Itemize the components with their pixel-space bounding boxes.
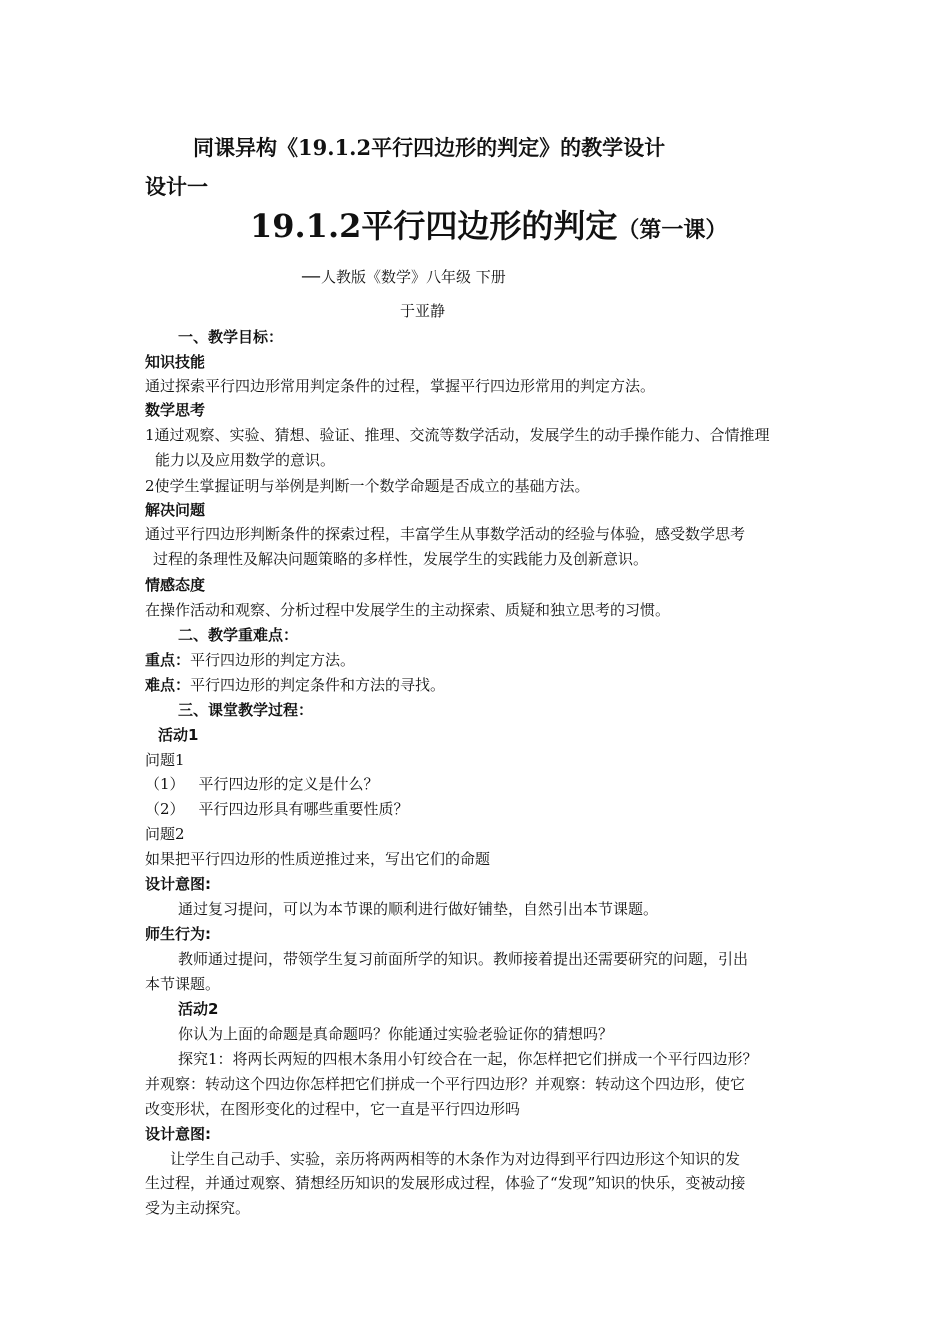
question-1-item-1-number: （1） <box>145 775 185 793</box>
explore-1-text-b: 并观察：转动这个四边你怎样把它们拼成一个平行四边形？并观察：转动这个四边形，使它 <box>145 1075 746 1093</box>
section-heading-key-points: 二、教学重难点： <box>178 626 299 644</box>
question-1-item-2 <box>145 799 409 819</box>
difficulty-line <box>145 675 445 695</box>
key-point-line <box>145 650 355 670</box>
question-1-item-1-text: 平行四边形的定义是什么？ <box>198 775 379 793</box>
teacher-student-text-a: 教师通过提问，带领学生复习前面所学的知识。教师接着提出还需要研究的问题，引出 <box>178 950 749 968</box>
design-intent-heading-1: 设计意图: <box>145 875 211 893</box>
activity-2-question: 你认为上面的命题是真命题吗？你能通过实验老验证你的猜想吗？ <box>178 1025 614 1043</box>
difficulty-text: 平行四边形的判定条件和方法的寻找。 <box>190 676 446 694</box>
question-1-item-1 <box>145 774 379 794</box>
teacher-student-text-b: 本节课题。 <box>145 975 221 993</box>
document-header-title: 同课异构《19.1.2平行四边形的判定》的教学设计 <box>193 135 666 160</box>
difficulty-label: 难点： <box>145 676 191 694</box>
paragraph-thinking-1b: 能力以及应用数学的意识。 <box>155 451 336 469</box>
lesson-title-text: 19.1.2平行四边形的判定 <box>250 207 618 245</box>
teacher-student-heading: 师生行为: <box>145 925 211 943</box>
subheading-knowledge: 知识技能 <box>145 353 206 371</box>
question-1-label: 问题1 <box>145 751 185 769</box>
paragraph-thinking-2: 2使学生掌握证明与举例是判断一个数学命题是否成立的基础方法。 <box>145 477 590 495</box>
paragraph-problem-b: 过程的条理性及解决问题策略的多样性，发展学生的实践能力及创新意识。 <box>153 550 649 568</box>
paragraph-thinking-1a: 1通过观察、实验、猜想、验证、推理、交流等数学活动，发展学生的动手操作能力、合情推理 <box>145 426 770 444</box>
section-heading-process: 三、课堂教学过程： <box>178 701 314 719</box>
section-heading-objectives: 一、教学目标： <box>178 328 284 346</box>
explore-1-text-a: 探究1：将两长两短的四根木条用小钉绞合在一起，你怎样把它们拼成一个平行四边形？ <box>178 1050 758 1068</box>
paragraph-knowledge: 通过探索平行四边形常用判定条件的过程，掌握平行四边形常用的判定方法。 <box>145 377 656 395</box>
design-intent-text-1: 通过复习提问，可以为本节课的顺利进行做好铺垫，自然引出本节课题。 <box>178 900 659 918</box>
activity-2-heading: 活动2 <box>178 1000 219 1018</box>
question-2-label: 问题2 <box>145 825 185 843</box>
subtitle-dash: — <box>301 263 321 287</box>
author-name: 于亚静 <box>400 302 446 320</box>
lesson-title <box>250 206 727 250</box>
subheading-emotion: 情感态度 <box>145 576 206 594</box>
lesson-title-suffix: （第一课） <box>617 217 728 243</box>
key-point-label: 重点： <box>145 651 191 669</box>
question-1-item-2-text: 平行四边形具有哪些重要性质？ <box>198 800 409 818</box>
paragraph-problem-a: 通过平行四边形判断条件的探索过程，丰富学生从事数学活动的经验与体验，感受数学思考 <box>145 525 746 543</box>
explore-1-text-c: 改变形状，在图形变化的过程中，它一直是平行四边形吗 <box>145 1100 521 1118</box>
design-intent-text-2a: 让学生自己动手、实验，亲历将两两相等的木条作为对边得到平行四边形这个知识的发 <box>170 1150 741 1168</box>
subtitle-text: 人教版《数学》八年级 下册 <box>321 268 506 286</box>
paragraph-emotion: 在操作活动和观察、分析过程中发展学生的主动探索、质疑和独立思考的习惯。 <box>145 601 671 619</box>
design-intent-heading-2: 设计意图: <box>145 1125 211 1143</box>
design-label: 设计一 <box>145 174 208 199</box>
subheading-thinking: 数学思考 <box>145 401 206 419</box>
question-2-text: 如果把平行四边形的性质逆推过来，写出它们的命题 <box>145 850 491 868</box>
design-intent-text-2b: 生过程，并通过观察、猜想经历知识的发展形成过程，体验了“发现”知识的快乐，变被动接 <box>145 1174 746 1192</box>
subtitle-line <box>301 265 506 287</box>
key-point-text: 平行四边形的判定方法。 <box>190 651 356 669</box>
question-1-item-2-number: （2） <box>145 800 185 818</box>
activity-1-heading: 活动1 <box>158 726 199 744</box>
subheading-problem: 解决问题 <box>145 501 206 519</box>
design-intent-text-2c: 受为主动探究。 <box>145 1199 251 1217</box>
